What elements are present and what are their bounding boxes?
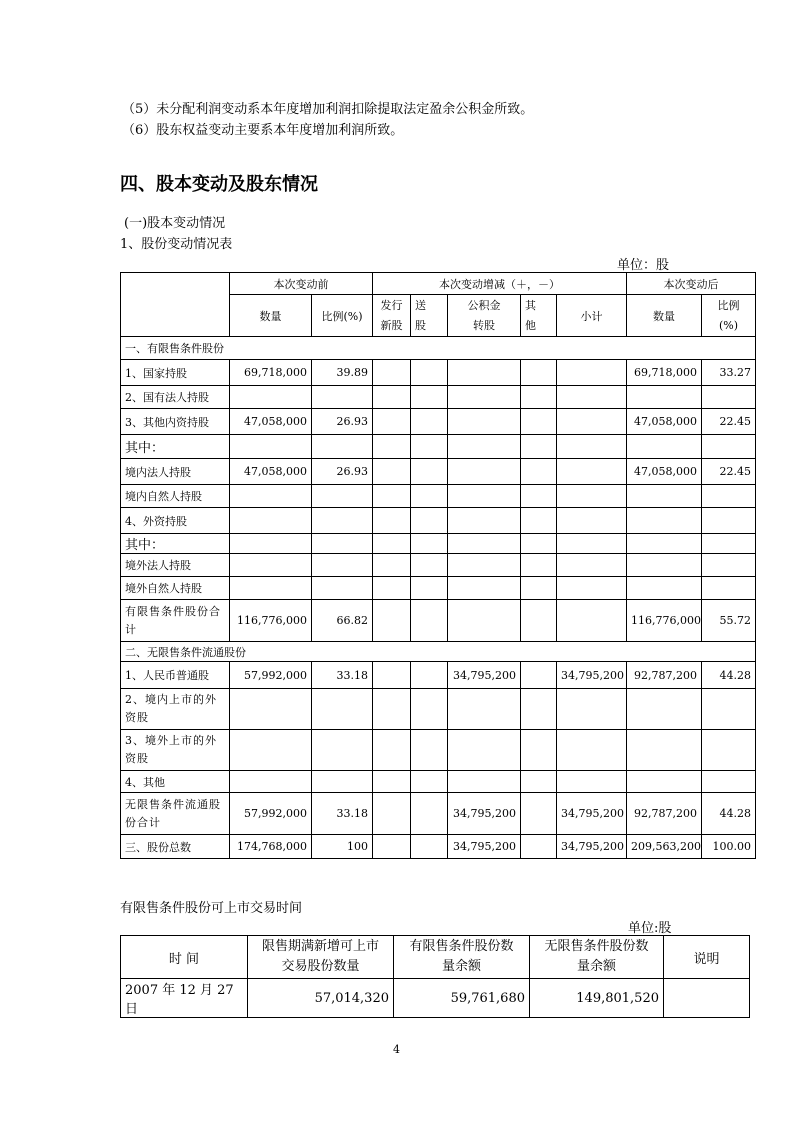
table-row [121,508,756,534]
table-row [121,409,756,435]
cell-ratio [312,730,373,771]
table-row [121,793,756,835]
row-label: 1、国家持股 [121,360,230,386]
cell-qty2: 92,787,200 [627,662,702,689]
cell-ratio2 [702,386,756,409]
cell-qty: 116,776,000 [230,600,312,642]
cell-other [521,793,557,835]
header-reserve-line1: 公积金 [467,298,501,312]
cell-qty: 47,058,000 [230,409,312,435]
cell-other [521,386,557,409]
header-ratio-after-line2: (%) [718,318,739,332]
cell-qty2 [627,386,702,409]
cell-qty [230,508,312,534]
cell-qty [230,485,312,508]
cell-qty [230,554,312,577]
cell-issue [373,730,411,771]
row-label: 3、境外上市的外资股 [121,730,230,771]
cell-bonus [411,771,448,793]
cell-other [521,435,557,459]
header-reserve-line2: 转股 [473,318,495,332]
t2-header-new-line2: 交易股份数量 [281,959,360,974]
cell-subtotal: 34,795,200 [557,662,627,689]
cell-subtotal [557,386,627,409]
cell-qty2: 47,058,000 [627,459,702,485]
cell-qty2 [627,577,702,600]
cell-qty2 [627,730,702,771]
cell-issue [373,508,411,534]
row-label: 4、外资持股 [121,508,230,534]
table2-unit: 单位:股 [628,921,672,936]
cell-reserve: 34,795,200 [448,793,521,835]
row-label: 境外法人持股 [121,554,230,577]
cell-ratio2 [702,534,756,554]
cell-ratio [312,689,373,730]
cell-qty: 69,718,000 [230,360,312,386]
table-header-row [121,273,756,295]
t2-header-note: 说明 [664,936,750,979]
cell-ratio [312,386,373,409]
cell-qty2 [627,554,702,577]
cell-qty: 57,992,000 [230,662,312,689]
cell-ratio2 [702,485,756,508]
row-label: 4、其他 [121,771,230,793]
cell-issue [373,793,411,835]
cell-subtotal: 34,795,200 [557,835,627,859]
cell-ratio2 [702,771,756,793]
table1-unit: 单位：股 [617,258,670,273]
row-label: 有限售条件股份合计 [121,600,230,642]
cell-ratio2: 44.28 [702,662,756,689]
table-row [121,835,756,859]
cell-issue [373,662,411,689]
header-qty-after: 数量 [627,295,702,337]
table-row [121,435,756,459]
t2-header-new [248,936,394,979]
cell-reserve [448,730,521,771]
cell-other [521,534,557,554]
header-other-line2: 他 [525,318,536,332]
cell-ratio2: 44.28 [702,793,756,835]
cell-issue [373,771,411,793]
cell-qty2: 209,563,200 [627,835,702,859]
cell-bonus [411,386,448,409]
cell-qty2 [627,771,702,793]
header-bonus-line1: 送 [415,298,426,312]
cell-qty [230,386,312,409]
table-row [121,459,756,485]
cell-ratio: 33.18 [312,662,373,689]
cell-bonus [411,835,448,859]
cell-reserve [448,360,521,386]
cell-ratio: 66.82 [312,600,373,642]
row-label: 2、国有法人持股 [121,386,230,409]
t2-header-free-line2: 量余额 [576,959,616,974]
cell-qty [230,730,312,771]
cell-other [521,600,557,642]
table-row [121,386,756,409]
table2-header-row [121,936,750,979]
header-qty: 数量 [230,295,312,337]
cell-subtotal [557,689,627,730]
table-row [121,642,756,662]
cell-issue [373,435,411,459]
cell-ratio2 [702,554,756,577]
cell-ratio [312,577,373,600]
cell-reserve [448,409,521,435]
subsection-title: (一)股本变动情况 [124,216,226,231]
cell-ratio [312,435,373,459]
cell-reserve [448,485,521,508]
cell-issue [373,835,411,859]
t2-header-remaining-line2: 量余额 [441,959,481,974]
cell-reserve: 34,795,200 [448,835,521,859]
table1-title: 1、股份变动情况表 [120,237,233,252]
cell-qty2: 92,787,200 [627,793,702,835]
cell-reserve [448,689,521,730]
row-label: 境内自然人持股 [121,485,230,508]
header-issue-line2: 新股 [380,318,403,332]
cell-ratio2: 100.00 [702,835,756,859]
header-before: 本次变动前 [230,273,373,295]
header-bonus-line2: 股 [415,318,426,332]
cell-ratio2: 22.45 [702,409,756,435]
section-title: 四、股本变动及股东情况 [120,174,318,195]
cell-qty2 [627,508,702,534]
table-row [121,979,750,1018]
row-label: 1、人民币普通股 [121,662,230,689]
cell-bonus [411,534,448,554]
cell-bonus [411,689,448,730]
t2-header-remaining-line1: 有限售条件股份数 [409,939,514,954]
cell-issue [373,386,411,409]
cell-other [521,459,557,485]
cell-qty: 47,058,000 [230,459,312,485]
header-issue [373,295,411,337]
unlock-schedule-table [120,935,750,1018]
cell-ratio2 [702,577,756,600]
cell-issue [373,689,411,730]
t2-cell-time: 2007 年 12 月 27 日 [121,979,248,1018]
cell-other [521,771,557,793]
cell-bonus [411,459,448,485]
header-ratio: 比例(%) [312,295,373,337]
cell-other [521,360,557,386]
cell-ratio2: 33.27 [702,360,756,386]
cell-subtotal [557,577,627,600]
cell-bonus [411,485,448,508]
cell-ratio [312,508,373,534]
table-row [121,730,756,771]
table-row [121,337,756,360]
cell-other [521,554,557,577]
t2-cell-free: 149,801,520 [530,979,664,1018]
cell-subtotal [557,459,627,485]
cell-issue [373,577,411,600]
cell-other [521,662,557,689]
table-row [121,360,756,386]
cell-qty2: 116,776,000 [627,600,702,642]
cell-reserve [448,577,521,600]
header-blank-cell [121,273,230,337]
header-issue-line1: 发行 [380,298,403,312]
header-ratio-after [702,295,756,337]
cell-ratio: 33.18 [312,793,373,835]
cell-subtotal [557,360,627,386]
table-row [121,771,756,793]
cell-ratio2: 22.45 [702,459,756,485]
header-reserve [448,295,521,337]
table-row [121,534,756,554]
cell-reserve: 34,795,200 [448,662,521,689]
table-row [121,689,756,730]
cell-reserve [448,554,521,577]
cell-bonus [411,600,448,642]
cell-ratio: 26.93 [312,409,373,435]
cell-qty [230,435,312,459]
cell-other [521,730,557,771]
cell-other [521,577,557,600]
cell-ratio2 [702,508,756,534]
cell-qty2 [627,534,702,554]
t2-cell-new: 57,014,320 [248,979,394,1018]
cell-other [521,409,557,435]
cell-qty2 [627,435,702,459]
header-after: 本次变动后 [627,273,756,295]
row-label: 三、股份总数 [121,835,230,859]
row-label: 2、境内上市的外资股 [121,689,230,730]
cell-subtotal [557,730,627,771]
table2-title: 有限售条件股份可上市交易时间 [120,901,303,916]
table-row [121,554,756,577]
cell-bonus [411,662,448,689]
t2-header-free [530,936,664,979]
cell-ratio: 100 [312,835,373,859]
header-change: 本次变动增减（＋，－） [373,273,627,295]
header-other-line1: 其 [525,298,536,312]
cell-bonus [411,577,448,600]
cell-ratio2: 55.72 [702,600,756,642]
cell-subtotal: 34,795,200 [557,793,627,835]
row-label: 其中： [121,435,230,459]
cell-issue [373,534,411,554]
cell-qty2 [627,485,702,508]
cell-subtotal [557,435,627,459]
t2-header-new-line1: 限售期满新增可上市 [261,939,379,954]
cell-reserve [448,771,521,793]
share-change-table [120,272,756,859]
cell-ratio [312,554,373,577]
cell-qty: 57,992,000 [230,793,312,835]
cell-issue [373,600,411,642]
note-5: （5）未分配利润变动系本年度增加利润扣除提取法定盈余公积金所致。 [122,102,534,117]
cell-subtotal [557,409,627,435]
cell-subtotal [557,600,627,642]
header-other [521,295,557,337]
cell-reserve [448,600,521,642]
cell-issue [373,485,411,508]
table-row [121,600,756,642]
cell-other [521,485,557,508]
cell-issue [373,409,411,435]
cell-issue [373,554,411,577]
row-label: 3、其他内资持股 [121,409,230,435]
cell-qty [230,577,312,600]
table-row [121,577,756,600]
row-label: 无限售条件流通股份合计 [121,793,230,835]
cell-subtotal [557,771,627,793]
cell-qty [230,771,312,793]
cell-issue [373,459,411,485]
cell-bonus [411,793,448,835]
t2-cell-remaining: 59,761,680 [394,979,530,1018]
cell-bonus [411,508,448,534]
row-label: 境外自然人持股 [121,577,230,600]
table-row [121,662,756,689]
cell-ratio2 [702,730,756,771]
cell-ratio [312,771,373,793]
cell-qty2 [627,689,702,730]
cell-qty: 174,768,000 [230,835,312,859]
header-ratio-after-line1: 比例 [717,298,740,312]
cell-qty [230,689,312,730]
cell-ratio2 [702,689,756,730]
cell-other [521,835,557,859]
note-6: （6）股东权益变动主要系本年度增加利润所致。 [122,123,404,138]
cell-ratio [312,534,373,554]
cell-bonus [411,360,448,386]
cell-subtotal [557,485,627,508]
cell-qty [230,534,312,554]
cell-subtotal [557,554,627,577]
cell-other [521,689,557,730]
cell-reserve [448,534,521,554]
cell-reserve [448,508,521,534]
t2-header-free-line1: 无限售条件股份数 [544,939,649,954]
page-number: 4 [393,1043,400,1056]
cell-ratio [312,485,373,508]
row-label: 二、无限售条件流通股份 [121,642,756,662]
t2-header-remaining [394,936,530,979]
header-subtotal: 小计 [557,295,627,337]
t2-header-time: 时 间 [121,936,248,979]
cell-ratio: 39.89 [312,360,373,386]
cell-subtotal [557,508,627,534]
cell-reserve [448,386,521,409]
header-bonus [411,295,448,337]
cell-subtotal [557,534,627,554]
row-label: 境内法人持股 [121,459,230,485]
row-label: 其中： [121,534,230,554]
cell-bonus [411,435,448,459]
cell-reserve [448,435,521,459]
cell-qty2: 47,058,000 [627,409,702,435]
cell-other [521,508,557,534]
cell-issue [373,360,411,386]
cell-bonus [411,409,448,435]
table-row [121,485,756,508]
row-label: 一、有限售条件股份 [121,337,756,360]
t2-cell-note [664,979,750,1018]
cell-reserve [448,459,521,485]
cell-ratio: 26.93 [312,459,373,485]
cell-ratio2 [702,435,756,459]
cell-qty2: 69,718,000 [627,360,702,386]
cell-bonus [411,554,448,577]
cell-bonus [411,730,448,771]
